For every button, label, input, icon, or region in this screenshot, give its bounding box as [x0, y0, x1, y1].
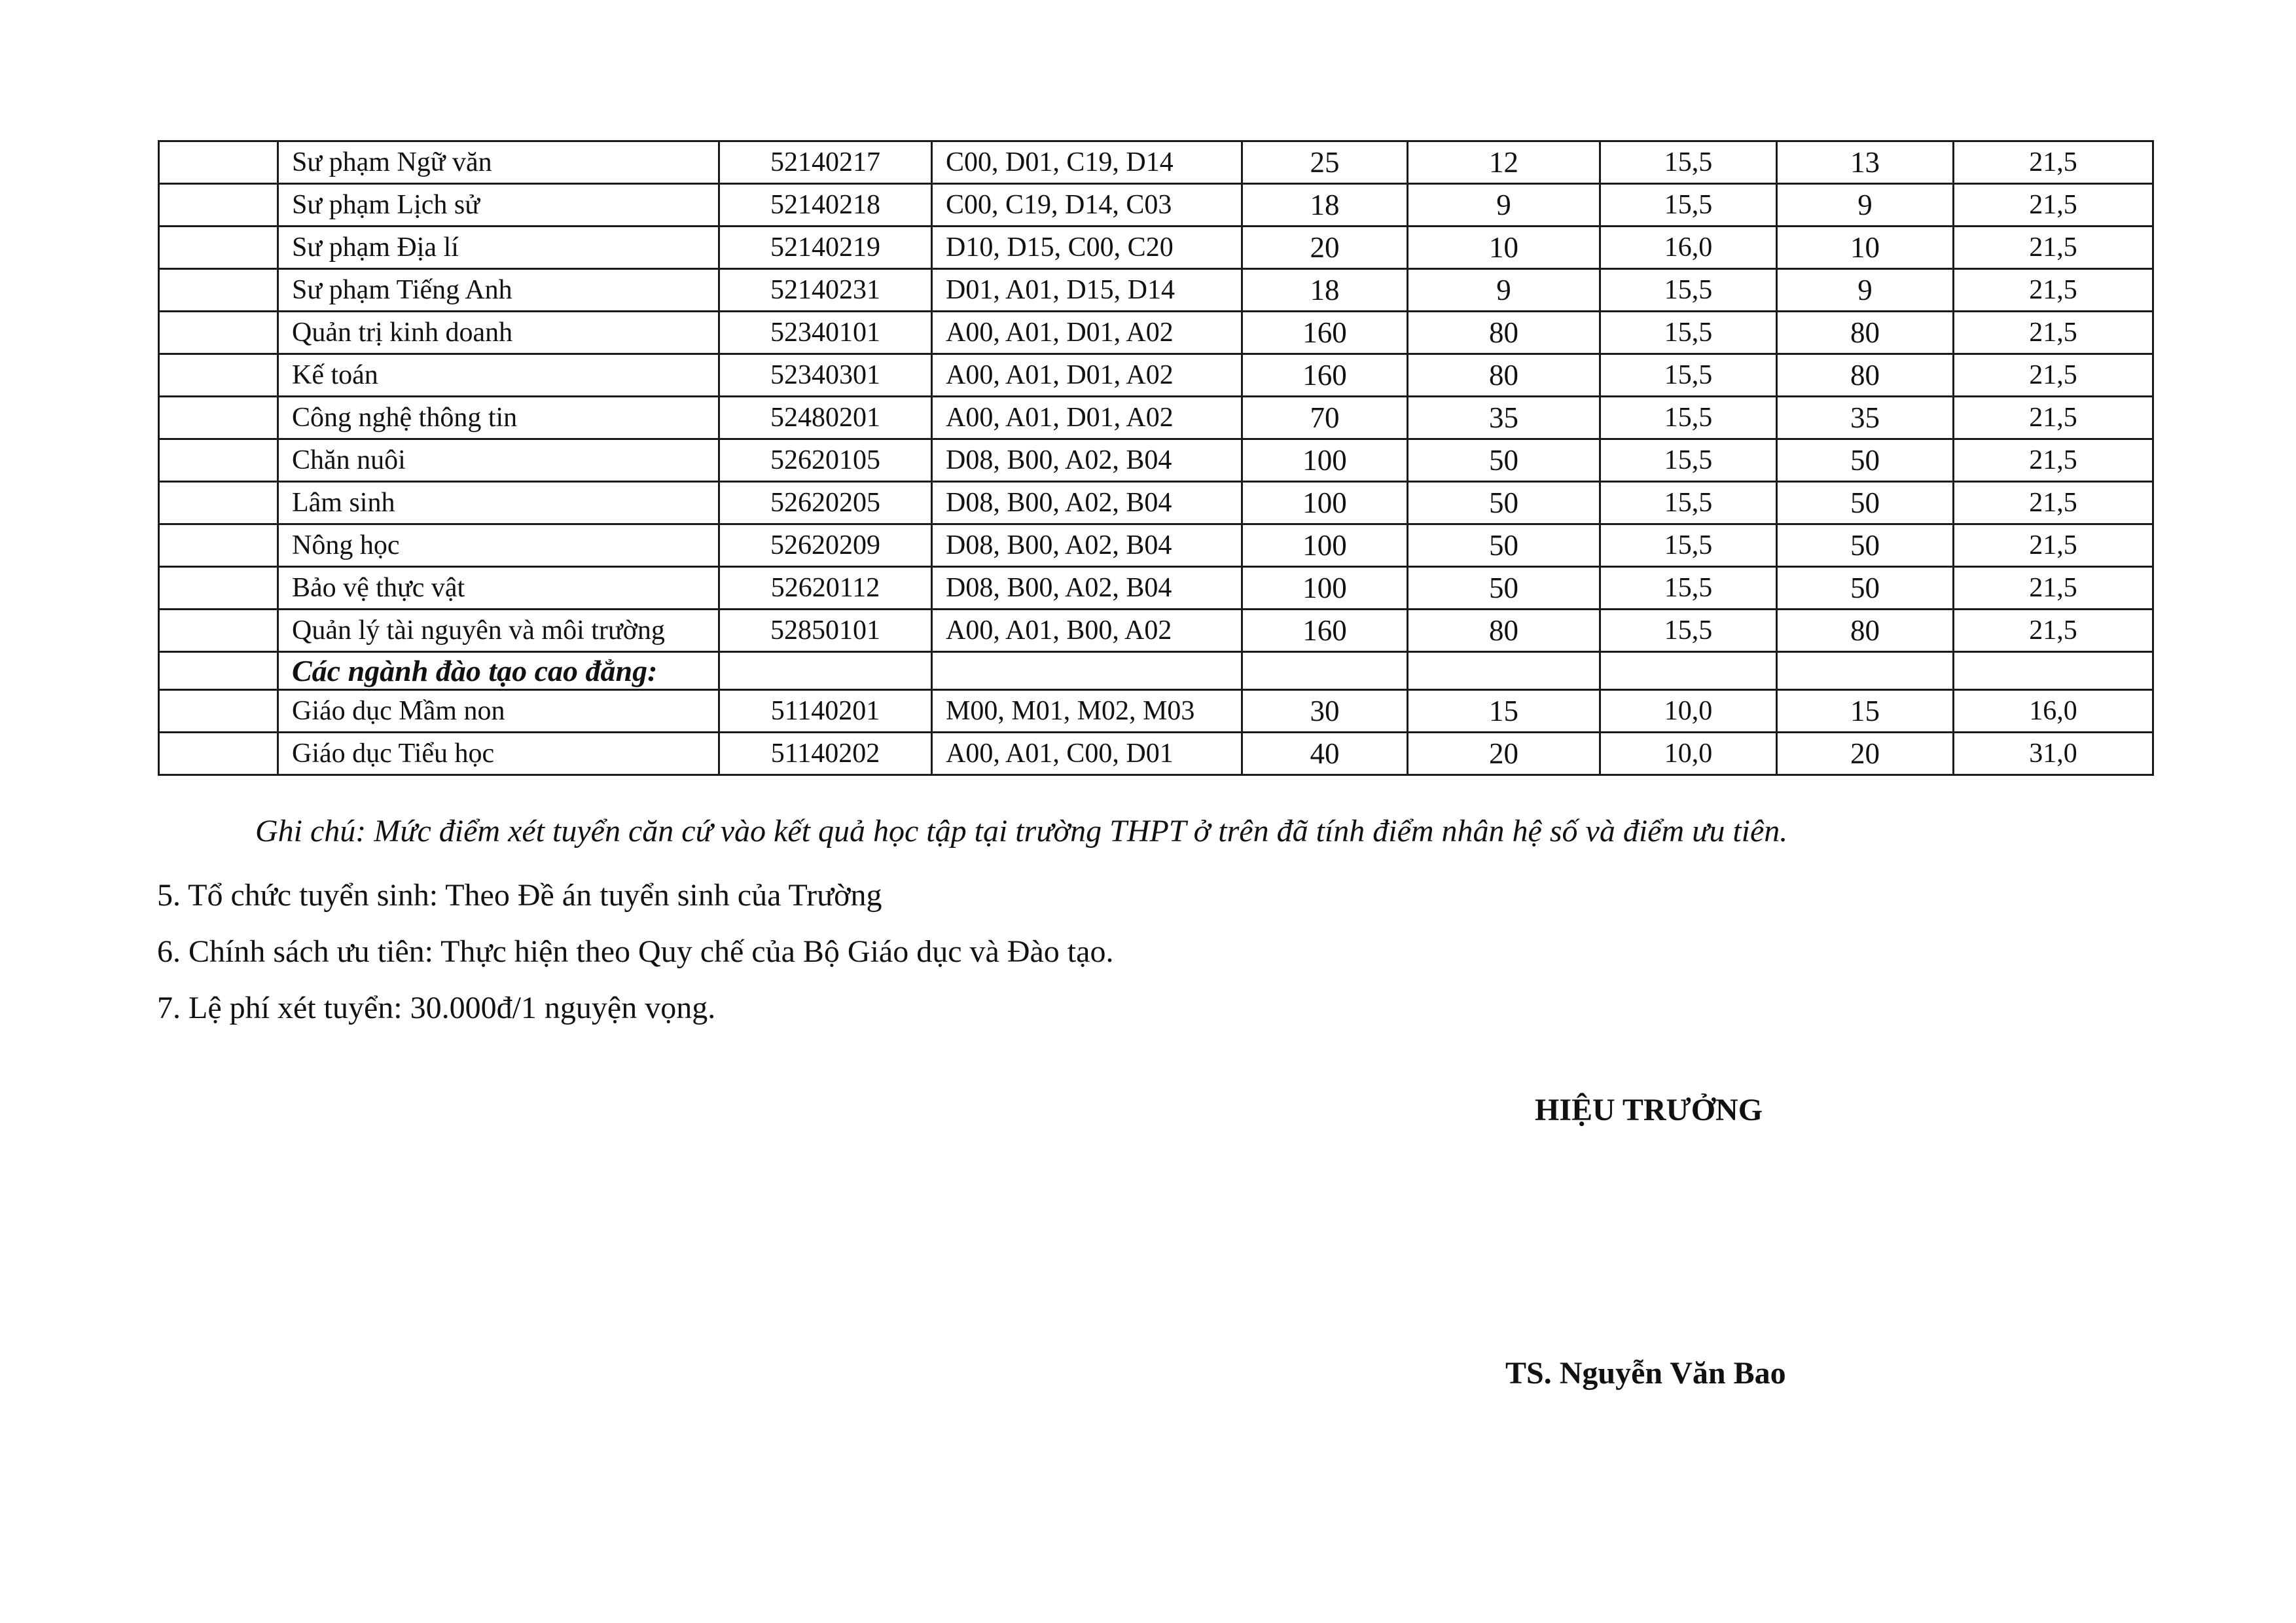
table-row	[159, 141, 2153, 184]
subject-combination-cell: C00, C19, D14, C03	[932, 184, 1242, 227]
total-quota-cell: 18	[1242, 184, 1408, 227]
total-quota-cell: 100	[1242, 524, 1408, 567]
score-method-b-cell: 21,5	[1954, 141, 2153, 184]
quota-method-b-cell: 50	[1777, 524, 1954, 567]
row-index-cell	[159, 269, 278, 312]
score-method-b-cell: 21,5	[1954, 312, 2153, 354]
subject-combination-cell: A00, A01, D01, A02	[932, 354, 1242, 397]
score-method-b-cell: 21,5	[1954, 524, 2153, 567]
empty-cell	[1954, 652, 2153, 690]
quota-method-b-cell: 80	[1777, 610, 1954, 652]
subject-combination-cell: M00, M01, M02, M03	[932, 690, 1242, 733]
total-quota-cell: 18	[1242, 269, 1408, 312]
score-method-b-cell: 21,5	[1954, 354, 2153, 397]
subject-combination-cell: D01, A01, D15, D14	[932, 269, 1242, 312]
row-index-cell	[159, 184, 278, 227]
program-code-cell: 52140219	[719, 227, 932, 269]
table-row	[159, 690, 2153, 733]
quota-method-a-cell: 80	[1408, 354, 1600, 397]
row-index-cell	[159, 610, 278, 652]
program-code-cell: 52480201	[719, 397, 932, 439]
program-name-cell: Giáo dục Mầm non	[278, 690, 719, 733]
row-index-cell	[159, 312, 278, 354]
subject-combination-cell: A00, A01, C00, D01	[932, 733, 1242, 775]
score-method-a-cell: 15,5	[1600, 439, 1777, 482]
subject-combination-cell: C00, D01, C19, D14	[932, 141, 1242, 184]
quota-method-b-cell: 80	[1777, 354, 1954, 397]
quota-method-b-cell: 80	[1777, 312, 1954, 354]
total-quota-cell: 160	[1242, 312, 1408, 354]
table-row	[159, 397, 2153, 439]
quota-method-a-cell: 35	[1408, 397, 1600, 439]
row-index-cell	[159, 354, 278, 397]
program-name-cell: Sư phạm Lịch sử	[278, 184, 719, 227]
empty-cell	[1600, 652, 1777, 690]
empty-cell	[1408, 652, 1600, 690]
program-name-cell: Quản lý tài nguyên và môi trường	[278, 610, 719, 652]
row-index-cell	[159, 227, 278, 269]
program-code-cell: 52850101	[719, 610, 932, 652]
total-quota-cell: 100	[1242, 439, 1408, 482]
score-method-b-cell: 21,5	[1954, 439, 2153, 482]
total-quota-cell: 160	[1242, 610, 1408, 652]
quota-method-a-cell: 20	[1408, 733, 1600, 775]
table-row	[159, 567, 2153, 610]
table-row	[159, 354, 2153, 397]
score-method-a-cell: 10,0	[1600, 690, 1777, 733]
row-index-cell	[159, 652, 278, 690]
program-code-cell: 52620205	[719, 482, 932, 524]
quota-method-b-cell: 50	[1777, 439, 1954, 482]
score-method-b-cell: 21,5	[1954, 482, 2153, 524]
quota-method-b-cell: 9	[1777, 269, 1954, 312]
score-method-a-cell: 15,5	[1600, 482, 1777, 524]
table-row	[159, 482, 2153, 524]
score-method-b-cell: 16,0	[1954, 690, 2153, 733]
total-quota-cell: 30	[1242, 690, 1408, 733]
quota-method-a-cell: 9	[1408, 269, 1600, 312]
score-method-b-cell: 21,5	[1954, 567, 2153, 610]
program-name-cell: Quản trị kinh doanh	[278, 312, 719, 354]
quota-method-b-cell: 13	[1777, 141, 1954, 184]
quota-method-b-cell: 20	[1777, 733, 1954, 775]
program-code-cell: 51140202	[719, 733, 932, 775]
row-index-cell	[159, 733, 278, 775]
program-code-cell: 52340301	[719, 354, 932, 397]
quota-method-b-cell: 15	[1777, 690, 1954, 733]
score-method-a-cell: 10,0	[1600, 733, 1777, 775]
quota-method-b-cell: 9	[1777, 184, 1954, 227]
subject-combination-cell: A00, A01, B00, A02	[932, 610, 1242, 652]
table-row	[159, 524, 2153, 567]
subject-combination-cell: A00, A01, D01, A02	[932, 397, 1242, 439]
table-body	[159, 141, 2153, 775]
table-row	[159, 269, 2153, 312]
signer-name: TS. Nguyễn Văn Bao	[1505, 1356, 1786, 1391]
subject-combination-cell: D10, D15, C00, C20	[932, 227, 1242, 269]
program-name-cell: Chăn nuôi	[278, 439, 719, 482]
score-method-a-cell: 15,5	[1600, 141, 1777, 184]
total-quota-cell: 70	[1242, 397, 1408, 439]
total-quota-cell: 100	[1242, 567, 1408, 610]
program-code-cell: 52340101	[719, 312, 932, 354]
program-name-cell: Sư phạm Ngữ văn	[278, 141, 719, 184]
subject-combination-cell: D08, B00, A02, B04	[932, 524, 1242, 567]
score-method-b-cell: 21,5	[1954, 397, 2153, 439]
table-row	[159, 439, 2153, 482]
program-name-cell: Công nghệ thông tin	[278, 397, 719, 439]
score-method-b-cell: 31,0	[1954, 733, 2153, 775]
quota-method-b-cell: 50	[1777, 482, 1954, 524]
quota-method-b-cell: 10	[1777, 227, 1954, 269]
score-method-a-cell: 15,5	[1600, 524, 1777, 567]
program-name-cell: Nông học	[278, 524, 719, 567]
subject-combination-cell: A00, A01, D01, A02	[932, 312, 1242, 354]
quota-method-a-cell: 80	[1408, 312, 1600, 354]
subject-combination-cell: D08, B00, A02, B04	[932, 482, 1242, 524]
table-row	[159, 733, 2153, 775]
paragraph-application-fee: 7. Lệ phí xét tuyển: 30.000đ/1 nguyện vọng.	[157, 991, 716, 1025]
score-method-a-cell: 15,5	[1600, 184, 1777, 227]
score-method-a-cell: 15,5	[1600, 610, 1777, 652]
row-index-cell	[159, 567, 278, 610]
table-note: Ghi chú: Mức điểm xét tuyển căn cứ vào kết quả học tập tại trường THPT ở trên đã tính điểm nhân hệ số và điểm ưu tiên.	[255, 814, 1788, 848]
signer-title: HIỆU TRƯỞNG	[1535, 1093, 1763, 1127]
row-index-cell	[159, 524, 278, 567]
score-method-a-cell: 15,5	[1600, 567, 1777, 610]
subject-combination-cell: D08, B00, A02, B04	[932, 567, 1242, 610]
program-code-cell: 52620209	[719, 524, 932, 567]
score-method-a-cell: 15,5	[1600, 397, 1777, 439]
program-code-cell: 52620112	[719, 567, 932, 610]
program-name-cell: Lâm sinh	[278, 482, 719, 524]
paragraph-enrollment-organization: 5. Tổ chức tuyển sinh: Theo Đề án tuyển sinh của Trường	[157, 878, 882, 913]
quota-method-a-cell: 10	[1408, 227, 1600, 269]
program-name-cell: Giáo dục Tiểu học	[278, 733, 719, 775]
quota-method-b-cell: 35	[1777, 397, 1954, 439]
program-code-cell: 52140231	[719, 269, 932, 312]
empty-cell	[719, 652, 932, 690]
score-method-a-cell: 15,5	[1600, 312, 1777, 354]
score-method-a-cell: 15,5	[1600, 354, 1777, 397]
total-quota-cell: 160	[1242, 354, 1408, 397]
quota-method-a-cell: 15	[1408, 690, 1600, 733]
row-index-cell	[159, 439, 278, 482]
program-code-cell: 52140217	[719, 141, 932, 184]
quota-method-a-cell: 9	[1408, 184, 1600, 227]
total-quota-cell: 100	[1242, 482, 1408, 524]
quota-method-a-cell: 50	[1408, 439, 1600, 482]
row-index-cell	[159, 397, 278, 439]
program-code-cell: 51140201	[719, 690, 932, 733]
table-row	[159, 227, 2153, 269]
score-method-b-cell: 21,5	[1954, 610, 2153, 652]
empty-cell	[932, 652, 1242, 690]
total-quota-cell: 25	[1242, 141, 1408, 184]
score-method-b-cell: 21,5	[1954, 269, 2153, 312]
quota-method-a-cell: 50	[1408, 482, 1600, 524]
program-code-cell: 52140218	[719, 184, 932, 227]
paragraph-priority-policy: 6. Chính sách ưu tiên: Thực hiện theo Quy chế của Bộ Giáo dục và Đào tạo.	[157, 934, 1114, 969]
row-index-cell	[159, 690, 278, 733]
total-quota-cell: 20	[1242, 227, 1408, 269]
program-name-cell: Kế toán	[278, 354, 719, 397]
section-header-row	[159, 652, 2153, 690]
program-name-cell: Bảo vệ thực vật	[278, 567, 719, 610]
program-name-cell: Sư phạm Tiếng Anh	[278, 269, 719, 312]
program-name-cell: Sư phạm Địa lí	[278, 227, 719, 269]
quota-method-b-cell: 50	[1777, 567, 1954, 610]
score-method-b-cell: 21,5	[1954, 227, 2153, 269]
empty-cell	[1777, 652, 1954, 690]
score-method-a-cell: 16,0	[1600, 227, 1777, 269]
total-quota-cell: 40	[1242, 733, 1408, 775]
score-method-b-cell: 21,5	[1954, 184, 2153, 227]
subject-combination-cell: D08, B00, A02, B04	[932, 439, 1242, 482]
quota-method-a-cell: 50	[1408, 524, 1600, 567]
empty-cell	[1242, 652, 1408, 690]
quota-method-a-cell: 12	[1408, 141, 1600, 184]
row-index-cell	[159, 141, 278, 184]
program-code-cell: 52620105	[719, 439, 932, 482]
score-method-a-cell: 15,5	[1600, 269, 1777, 312]
quota-method-a-cell: 80	[1408, 610, 1600, 652]
table-row	[159, 610, 2153, 652]
section-title: Các ngành đào tạo cao đẳng:	[278, 652, 719, 690]
table-row	[159, 184, 2153, 227]
admission-table	[158, 140, 2154, 776]
table-row	[159, 312, 2153, 354]
row-index-cell	[159, 482, 278, 524]
quota-method-a-cell: 50	[1408, 567, 1600, 610]
